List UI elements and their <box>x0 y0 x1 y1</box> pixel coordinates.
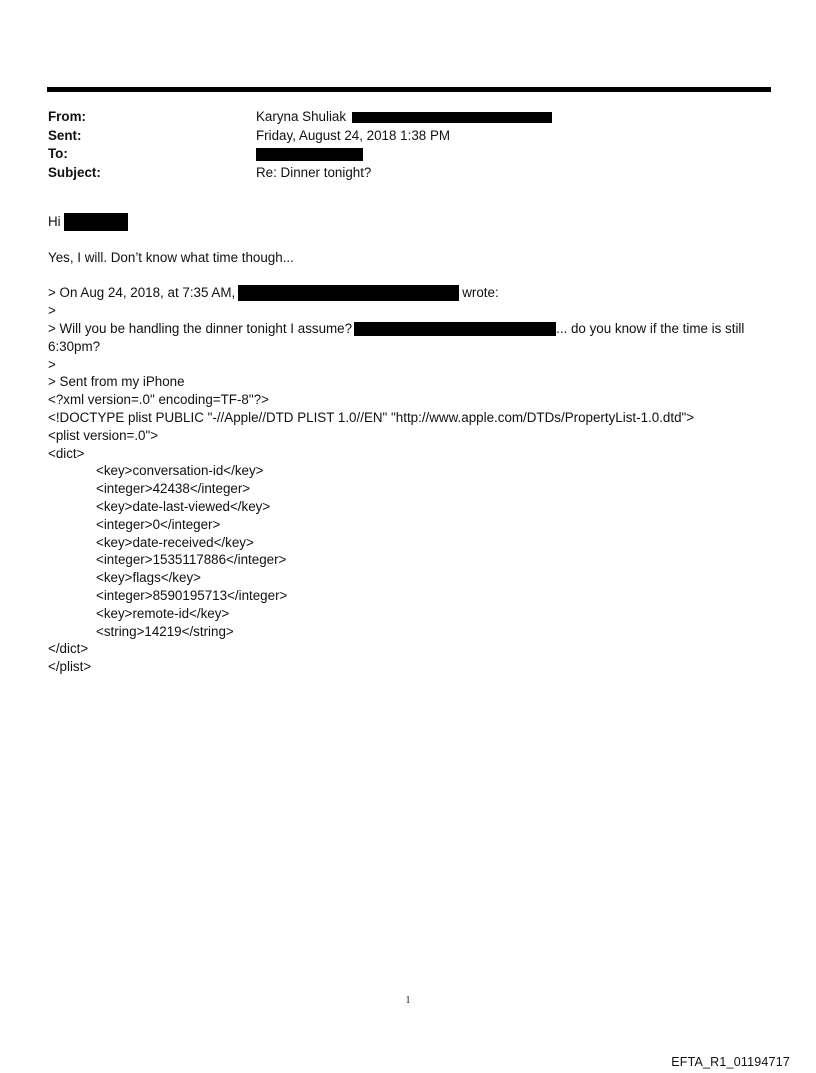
reply-text: Yes, I will. Don’t know what time though... <box>48 249 294 265</box>
redaction-box <box>354 322 556 336</box>
sent-label: Sent: <box>48 127 82 143</box>
redaction-box <box>352 112 552 123</box>
plist-entry: <integer>1535117886</integer> <box>96 552 287 568</box>
subject-label: Subject: <box>48 164 101 180</box>
plist-xml-declaration: <?xml version=.0" encoding=TF-8"?> <box>48 392 269 408</box>
subject-row <box>48 164 768 183</box>
subject-value: Re: Dinner tonight? <box>256 164 372 180</box>
email-header <box>48 108 768 182</box>
plist-entry: <key>date-received</key> <box>96 534 254 550</box>
quote-header-text: > On Aug 24, 2018, at 7:35 AM, <box>48 285 236 301</box>
sent-value: Friday, August 24, 2018 1:38 PM <box>256 127 451 143</box>
redaction-box <box>238 285 459 301</box>
quote-question-text: > Will you be handling the dinner tonight I assume? <box>48 320 353 336</box>
plist-entry: <key>remote-id</key> <box>96 605 230 621</box>
quote-question-wrap: 6:30pm? <box>48 338 101 354</box>
header-rule <box>47 87 771 92</box>
email-body <box>48 213 768 676</box>
redaction-box <box>64 213 128 231</box>
redaction-box <box>256 148 363 161</box>
plist-entry: <key>conversation-id</key> <box>96 463 264 479</box>
plist-open-tag: <plist version=.0"> <box>48 427 159 443</box>
quote-signature: > Sent from my iPhone <box>48 374 185 390</box>
quote-marker: > <box>48 356 56 372</box>
dict-open-tag: <dict> <box>48 445 85 461</box>
plist-entry: <integer>0</integer> <box>96 516 221 532</box>
quote-header-wrote: wrote: <box>462 285 499 301</box>
from-row <box>48 108 768 127</box>
from-label: From: <box>48 109 86 124</box>
quote-header-line <box>48 284 768 302</box>
sent-row <box>48 127 768 146</box>
quote-marker: > <box>48 303 56 319</box>
greeting-text: Hi <box>48 214 61 230</box>
to-row <box>48 145 768 164</box>
quote-question-continued: ... do you know if the time is still <box>556 320 745 336</box>
plist-entry: <integer>42438</integer> <box>96 481 251 497</box>
plist-entry: <string>14219</string> <box>96 623 234 639</box>
from-name: Karyna Shuliak <box>256 109 347 124</box>
to-label: To: <box>48 146 68 161</box>
plist-entry: <key>date-last-viewed</key> <box>96 498 271 514</box>
plist-doctype: <!DOCTYPE plist PUBLIC "-//Apple//DTD PLIST 1.0//EN" "http://www.apple.com/DTDs/PropertyList-1.0.dtd"> <box>48 409 695 425</box>
dict-close-tag: </dict> <box>48 641 89 657</box>
greeting-line <box>48 213 768 231</box>
page-number: 1 <box>405 995 411 1006</box>
plist-entry: <integer>8590195713</integer> <box>96 587 288 603</box>
plist-entry: <key>flags</key> <box>96 570 201 586</box>
plist-close-tag: </plist> <box>48 659 92 675</box>
quote-question-line <box>48 320 768 338</box>
document-id: EFTA_R1_01194717 <box>671 1055 790 1069</box>
